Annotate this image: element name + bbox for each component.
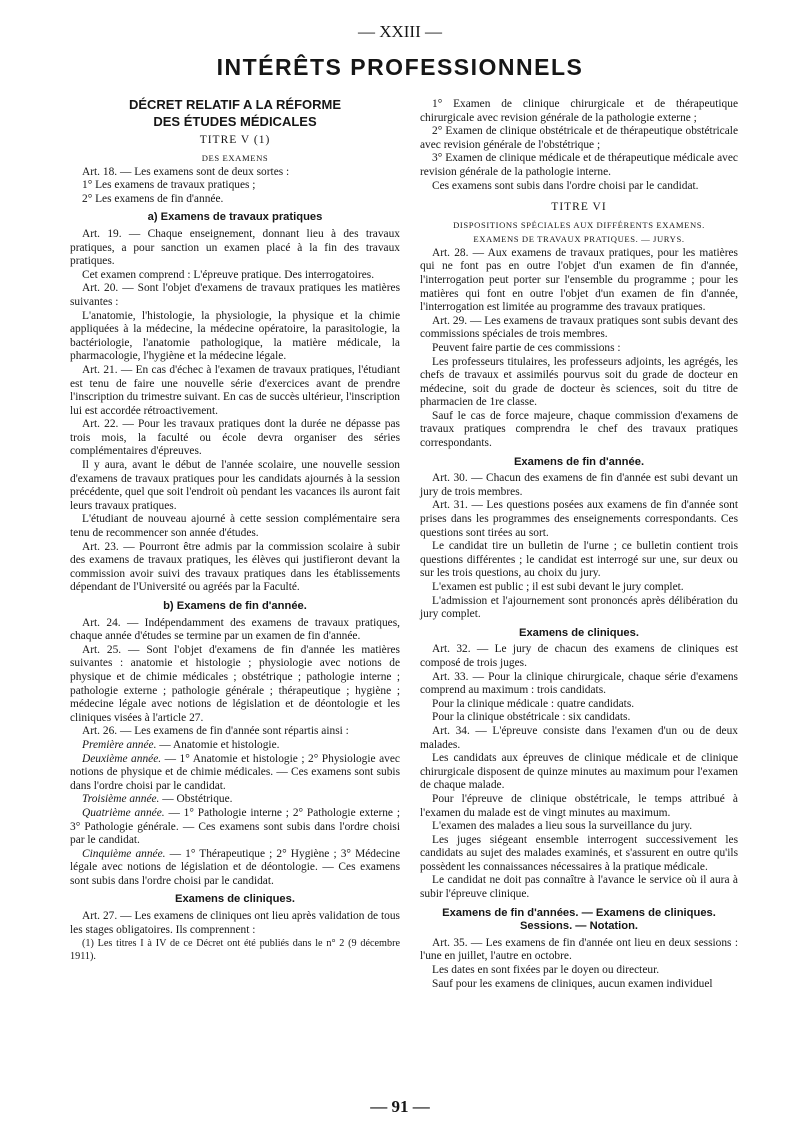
section-heading-cliniques: Examens de cliniques. xyxy=(518,626,639,639)
section-heading-sessions-b: Sessions. — Notation. xyxy=(519,920,639,933)
paragraph: Art. 19. — Chaque enseignement, donnant lieu à des travaux pratiques, a pour sanction un examen placé à la fin des travaux pratiques. xyxy=(70,227,400,268)
paragraph: Art. 30. — Chacun des examens de fin d'année est subi devant un jury de trois membres. xyxy=(420,472,738,498)
footnote: (1) Les titres I à IV de ce Décret ont été publiés dans le n° 2 (9 décembre 1911). xyxy=(70,938,400,963)
paragraph: Art. 28. — Aux examens de travaux pratiques, pour les matières qui ne font pas en outre l'objet d'un examen de fin d'année, l'interrogation peut porter sur l'ensemble du programme ; pour les matières qui font en outre l'objet d'un examen de fin d'année, l'interrogation est limitée au programme des travaux pratiques. xyxy=(420,246,738,314)
paragraph: Art. 24. — Indépendamment des examens de travaux pratiques, chaque année d'études se termine par un examen de fin d'année. xyxy=(70,616,400,643)
paragraph: Art. 29. — Les examens de travaux pratiques sont subis devant des commissions spéciales de trois membres. xyxy=(420,314,738,341)
paragraph: Sauf pour les examens de cliniques, aucun examen individuel xyxy=(432,977,713,990)
paragraph: 2° Examen de clinique obstétricale et de thérapeutique obstétricale avec revision générale de l'obstétrique ; xyxy=(420,125,738,151)
paragraph: L'admission et l'ajournement sont prononcés après délibération du jury complet. xyxy=(420,594,738,621)
page-number-bottom: — 91 — xyxy=(370,1097,430,1116)
paragraph: Art. 20. — Sont l'objet d'examens de travaux pratiques les matières suivantes : xyxy=(70,282,400,308)
page-title: INTÉRÊTS PROFESSIONNELS xyxy=(216,54,584,80)
paragraph: Art. 33. — Pour la clinique chirurgicale, chaque série d'examens comprend au maximum : trois candidats. xyxy=(420,670,738,697)
paragraph: L'examen des malades a lieu sous la surveillance du jury. xyxy=(432,820,693,833)
section-heading-cliniques: Examens de cliniques. xyxy=(174,893,295,906)
paragraph: L'anatomie, l'histologie, la physiologie, la physique et la chimie appliquées à la médecine, la médecine opératoire, la parasitologie, la bactériologie, l'anatomie pathologique, la matière médicale, la pharmacologie, l'hygiène et la médecine légale. xyxy=(70,309,400,363)
year-item: Deuxième année. — 1° Anatomie et histologie ; 2° Physiologie avec notions de physique et de chimie médicales. — Ces examens sont subis dans l'ordre choisi par le candidat. xyxy=(70,752,400,792)
paragraph: Les candidats aux épreuves de clinique médicale et de clinique chirurgicale disposent de quinze minutes au maximum pour l'examen de chaque malade. xyxy=(420,752,738,792)
left-column xyxy=(70,96,400,963)
paragraph: Le candidat tire un bulletin de l'urne ; ce bulletin contient trois questions différentes ; le candidat est interrogé sur une, sur deux ou sur les trois questions, au choix du jury. xyxy=(420,540,738,580)
paragraph: Les juges siégeant ensemble interrogent successivement les candidats au sujet des malades examinés, et s'assurent en outre qu'ils possèdent les connaissances nécessaires à la pratique médicale. xyxy=(420,833,738,873)
paragraph: Art. 26. — Les examens de fin d'année sont répartis ainsi : xyxy=(82,725,349,738)
jurys-subheading: EXAMENS DE TRAVAUX PRATIQUES. — JURYS. xyxy=(473,233,685,244)
paragraph: Pour la clinique médicale : quatre candidats. xyxy=(432,697,635,710)
paragraph: 1° Les examens de travaux pratiques ; xyxy=(82,179,256,192)
year-item: Quatrième année. — 1° Pathologie interne ; 2° Pathologie externe ; 3° Pathologie générale. — Ces examens sont subis dans l'ordre choisi par le candidat. xyxy=(70,806,401,847)
paragraph: L'étudiant de nouveau ajourné à cette session complémentaire sera tenu de recommencer son année d'études. xyxy=(70,513,400,540)
section-heading-sessions-a: Examens de fin d'années. — Examens de cliniques. xyxy=(442,906,716,919)
paragraph: Art. 25. — Sont l'objet d'examens de fin d'année les matières suivantes : anatomie et histologie ; physiologie avec notions de physique et de chimie médicales ; obstétrique ; pathologie interne ; pathologie externe ; pathologie générale ; thérapeutique ; hygiène ; médecine légale avec notions de législation et de déontologie et les cliniques visées à l'article 27. xyxy=(70,643,400,724)
paragraph: Art. 22. — Pour les travaux pratiques dont la durée ne dépasse pas trois mois, la faculté ou école devra organiser des séries complémentaires d'épreuves. xyxy=(70,418,400,458)
dispositions-subheading: DISPOSITIONS SPÉCIALES AUX DIFFÉRENTS EXAMENS. xyxy=(453,219,705,230)
titre-vi-heading: TITRE VI xyxy=(551,201,607,214)
section-heading-fin-annee: Examens de fin d'année. xyxy=(513,455,645,468)
paragraph: Art. 32. — Le jury de chacun des examens de cliniques est composé de trois juges. xyxy=(420,643,738,669)
decree-heading: DÉCRET RELATIF A LA RÉFORME DES ÉTUDES MÉDICALES xyxy=(128,97,342,129)
section-heading-b: b) Examens de fin d'année. xyxy=(163,600,307,612)
year-item: Troisième année. — Obstétrique. xyxy=(82,793,233,806)
right-column xyxy=(420,98,738,991)
paragraph: Art. 23. — Pourront être admis par la commission scolaire à subir des examens de travaux pratiques, les élèves qui justifieront devant la commission avoir suivi des travaux pratiques dans les établissements dépendant de l'Université ou agréés par la Faculté. xyxy=(70,540,400,594)
paragraph: Les dates en sont fixées par le doyen ou directeur. xyxy=(432,964,660,977)
paragraph: Pour l'épreuve de clinique obstétricale, le temps attribué à l'examen du malade est de vingt minutes au maximum. xyxy=(420,792,738,819)
page-number-top: — XXIII — xyxy=(357,22,443,41)
examens-subheading: DES EXAMENS xyxy=(201,152,269,163)
year-item: Cinquième année. — 1° Thérapeutique ; 2° Hygiène ; 3° Médecine légale avec notions de législation et de déontologie. — Ces examens sont subis dans l'ordre choisi par le candidat. xyxy=(70,847,401,887)
paragraph: L'examen est public ; il est subi devant le jury complet. xyxy=(432,581,684,593)
paragraph: Art. 34. — L'épreuve consiste dans l'examen d'un ou de deux malades. xyxy=(420,724,738,751)
paragraph: Art. 35. — Les examens de fin d'année ont lieu en deux sessions : l'une en juillet, l'autre en octobre. xyxy=(420,936,738,963)
section-heading-a: a) Examens de travaux pratiques xyxy=(147,211,323,224)
paragraph: Le candidat ne doit pas connaître à l'avance le service où il aura à subir l'épreuve clinique. xyxy=(420,874,738,901)
paragraph: Ces examens sont subis dans l'ordre choisi par le candidat. xyxy=(432,179,699,192)
paragraph: Cet examen comprend : L'épreuve pratique. Des interrogatoires. xyxy=(82,268,375,281)
paragraph: Pour la clinique obstétricale : six candidats. xyxy=(432,711,631,724)
paragraph: 1° Examen de clinique chirurgicale et de thérapeutique chirurgicale avec revision générale de la pathologie externe ; xyxy=(420,98,738,124)
paragraph: Art. 21. — En cas d'échec à l'examen de travaux pratiques, l'étudiant est tenu de faire une nouvelle série d'exercices avant de prendre l'inscription du trimestre suivant. En cas de succès ultérieur, l'inscription lui est accordée rétroactivement. xyxy=(70,363,400,417)
paragraph: 2° Les examens de fin d'année. xyxy=(82,192,224,205)
paragraph: Sauf le cas de force majeure, chaque commission d'examens de travaux pratiques comprendra le chef des travaux pratiques correspondants. xyxy=(420,409,738,450)
paragraph: Art. 27. — Les examens de cliniques ont lieu après validation de tous les stages obligatoires. Ils comprennent : xyxy=(70,910,400,936)
paragraph: Art. 18. — Les examens sont de deux sortes : xyxy=(82,165,290,178)
paragraph: Art. 31. — Les questions posées aux examens de fin d'année sont prises dans les programmes des enseignements correspondants. Ces questions sont tirées au sort. xyxy=(420,499,738,539)
paragraph: Les professeurs titulaires, les professeurs adjoints, les agrégés, les chefs de travaux et assimilés pourvus soit du grade de docteur en médecine, soit du grade de docteur ès sciences, soit du titre de pharmacien de 1re classe. xyxy=(420,355,738,409)
paragraph: Il y aura, avant le début de l'année scolaire, une nouvelle session d'examens de travaux pratiques pour les candidats ajournés à la session précédente, quel que soit l'endroit où pendant les vacances ils auront fait leurs travaux pratiques. xyxy=(70,459,400,512)
year-item: Première année. — Anatomie et histologie. xyxy=(82,738,280,751)
titre-v-heading: TITRE V (1) xyxy=(199,134,271,146)
paragraph: Peuvent faire partie de ces commissions : xyxy=(432,341,621,354)
paragraph: 3° Examen de clinique médicale et de thérapeutique médicale avec revision générale de la pathologie interne. xyxy=(420,152,738,178)
